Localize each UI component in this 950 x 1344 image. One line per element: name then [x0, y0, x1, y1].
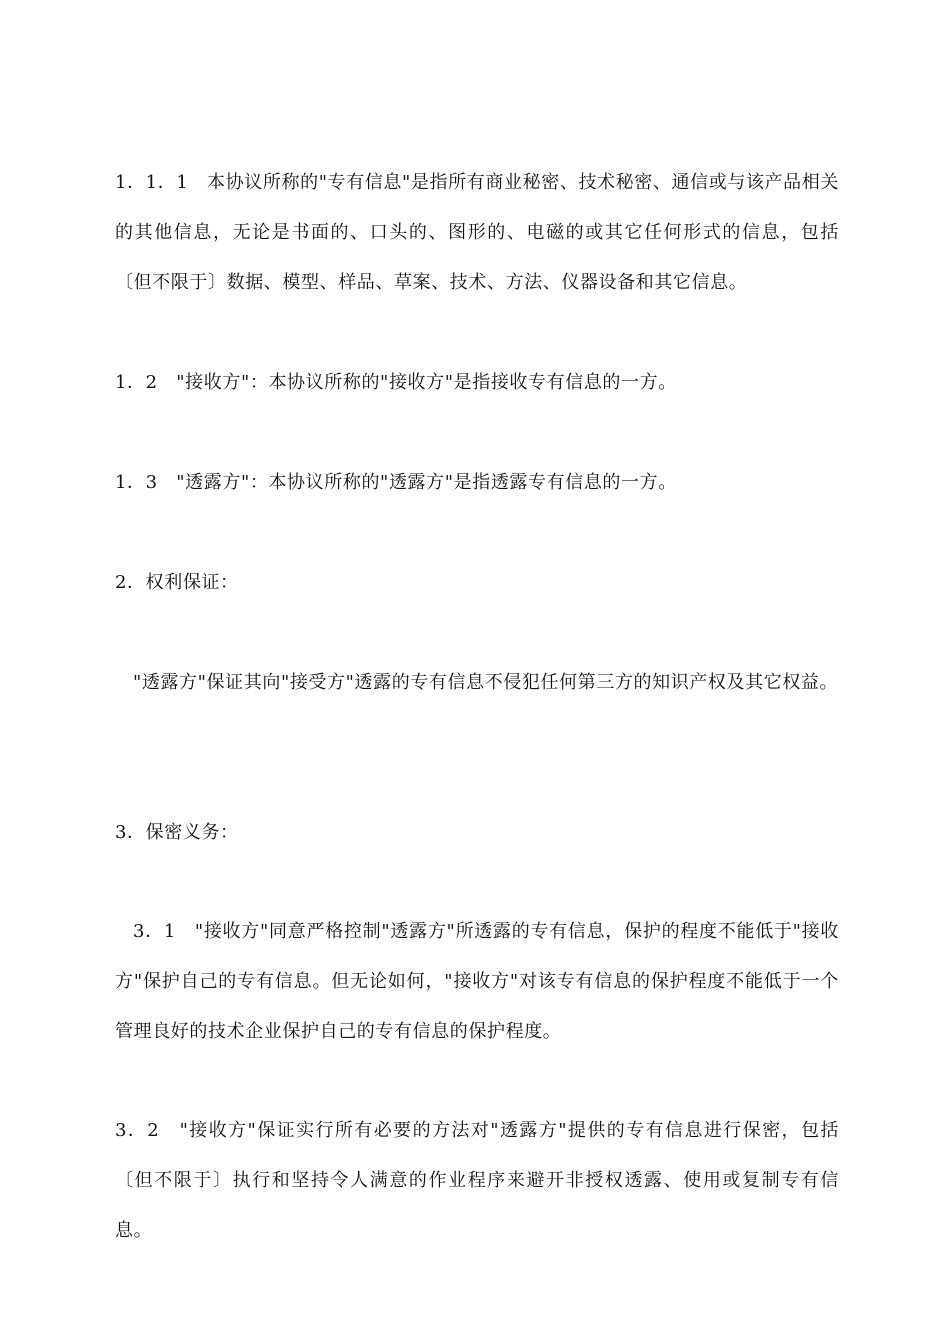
definition-1-2-paragraph: 1．2 "接收方"：本协议所称的"接收方"是指接收专有信息的一方。 [115, 372, 677, 393]
definition-1-1-1-paragraph: 1．1．1 本协议所称的"专有信息"是指所有商业秘密、技术秘密、通信或与该产品相关的其他信息，无论是书面的、口头的、图形的、电磁的或其它任何形式的信息，包括〔但不限于〕数据、模型、样品、草案、技术、方法、仪器设备和其它信息。 [115, 172, 839, 293]
rights-guarantee-paragraph: "透露方"保证其向"接受方"透露的专有信息不侵犯任何第三方的知识产权及其它权益。 [133, 672, 839, 693]
definition-1-3-paragraph: 1．3 "透露方"：本协议所称的"透露方"是指透露专有信息的一方。 [115, 472, 677, 493]
confidentiality-3-2-paragraph: 3．2 "接收方"保证实行所有必要的方法对"透露方"提供的专有信息进行保密，包括〔但不限于〕执行和坚持令人满意的作业程序来避开非授权透露、使用或复制专有信息。 [115, 1120, 839, 1241]
section-2-heading: 2．权利保证： [115, 572, 239, 593]
section-3-heading: 3．保密义务： [115, 822, 239, 843]
confidentiality-3-1-paragraph: 3．1 "接收方"同意严格控制"透露方"所透露的专有信息，保护的程度不能低于"接收方"保护自己的专有信息。但无论如何，"接收方"对该专有信息的保护程度不能低于一个管理良好的技术企业保护自己的专有信息的保护程度。 [115, 921, 839, 1042]
